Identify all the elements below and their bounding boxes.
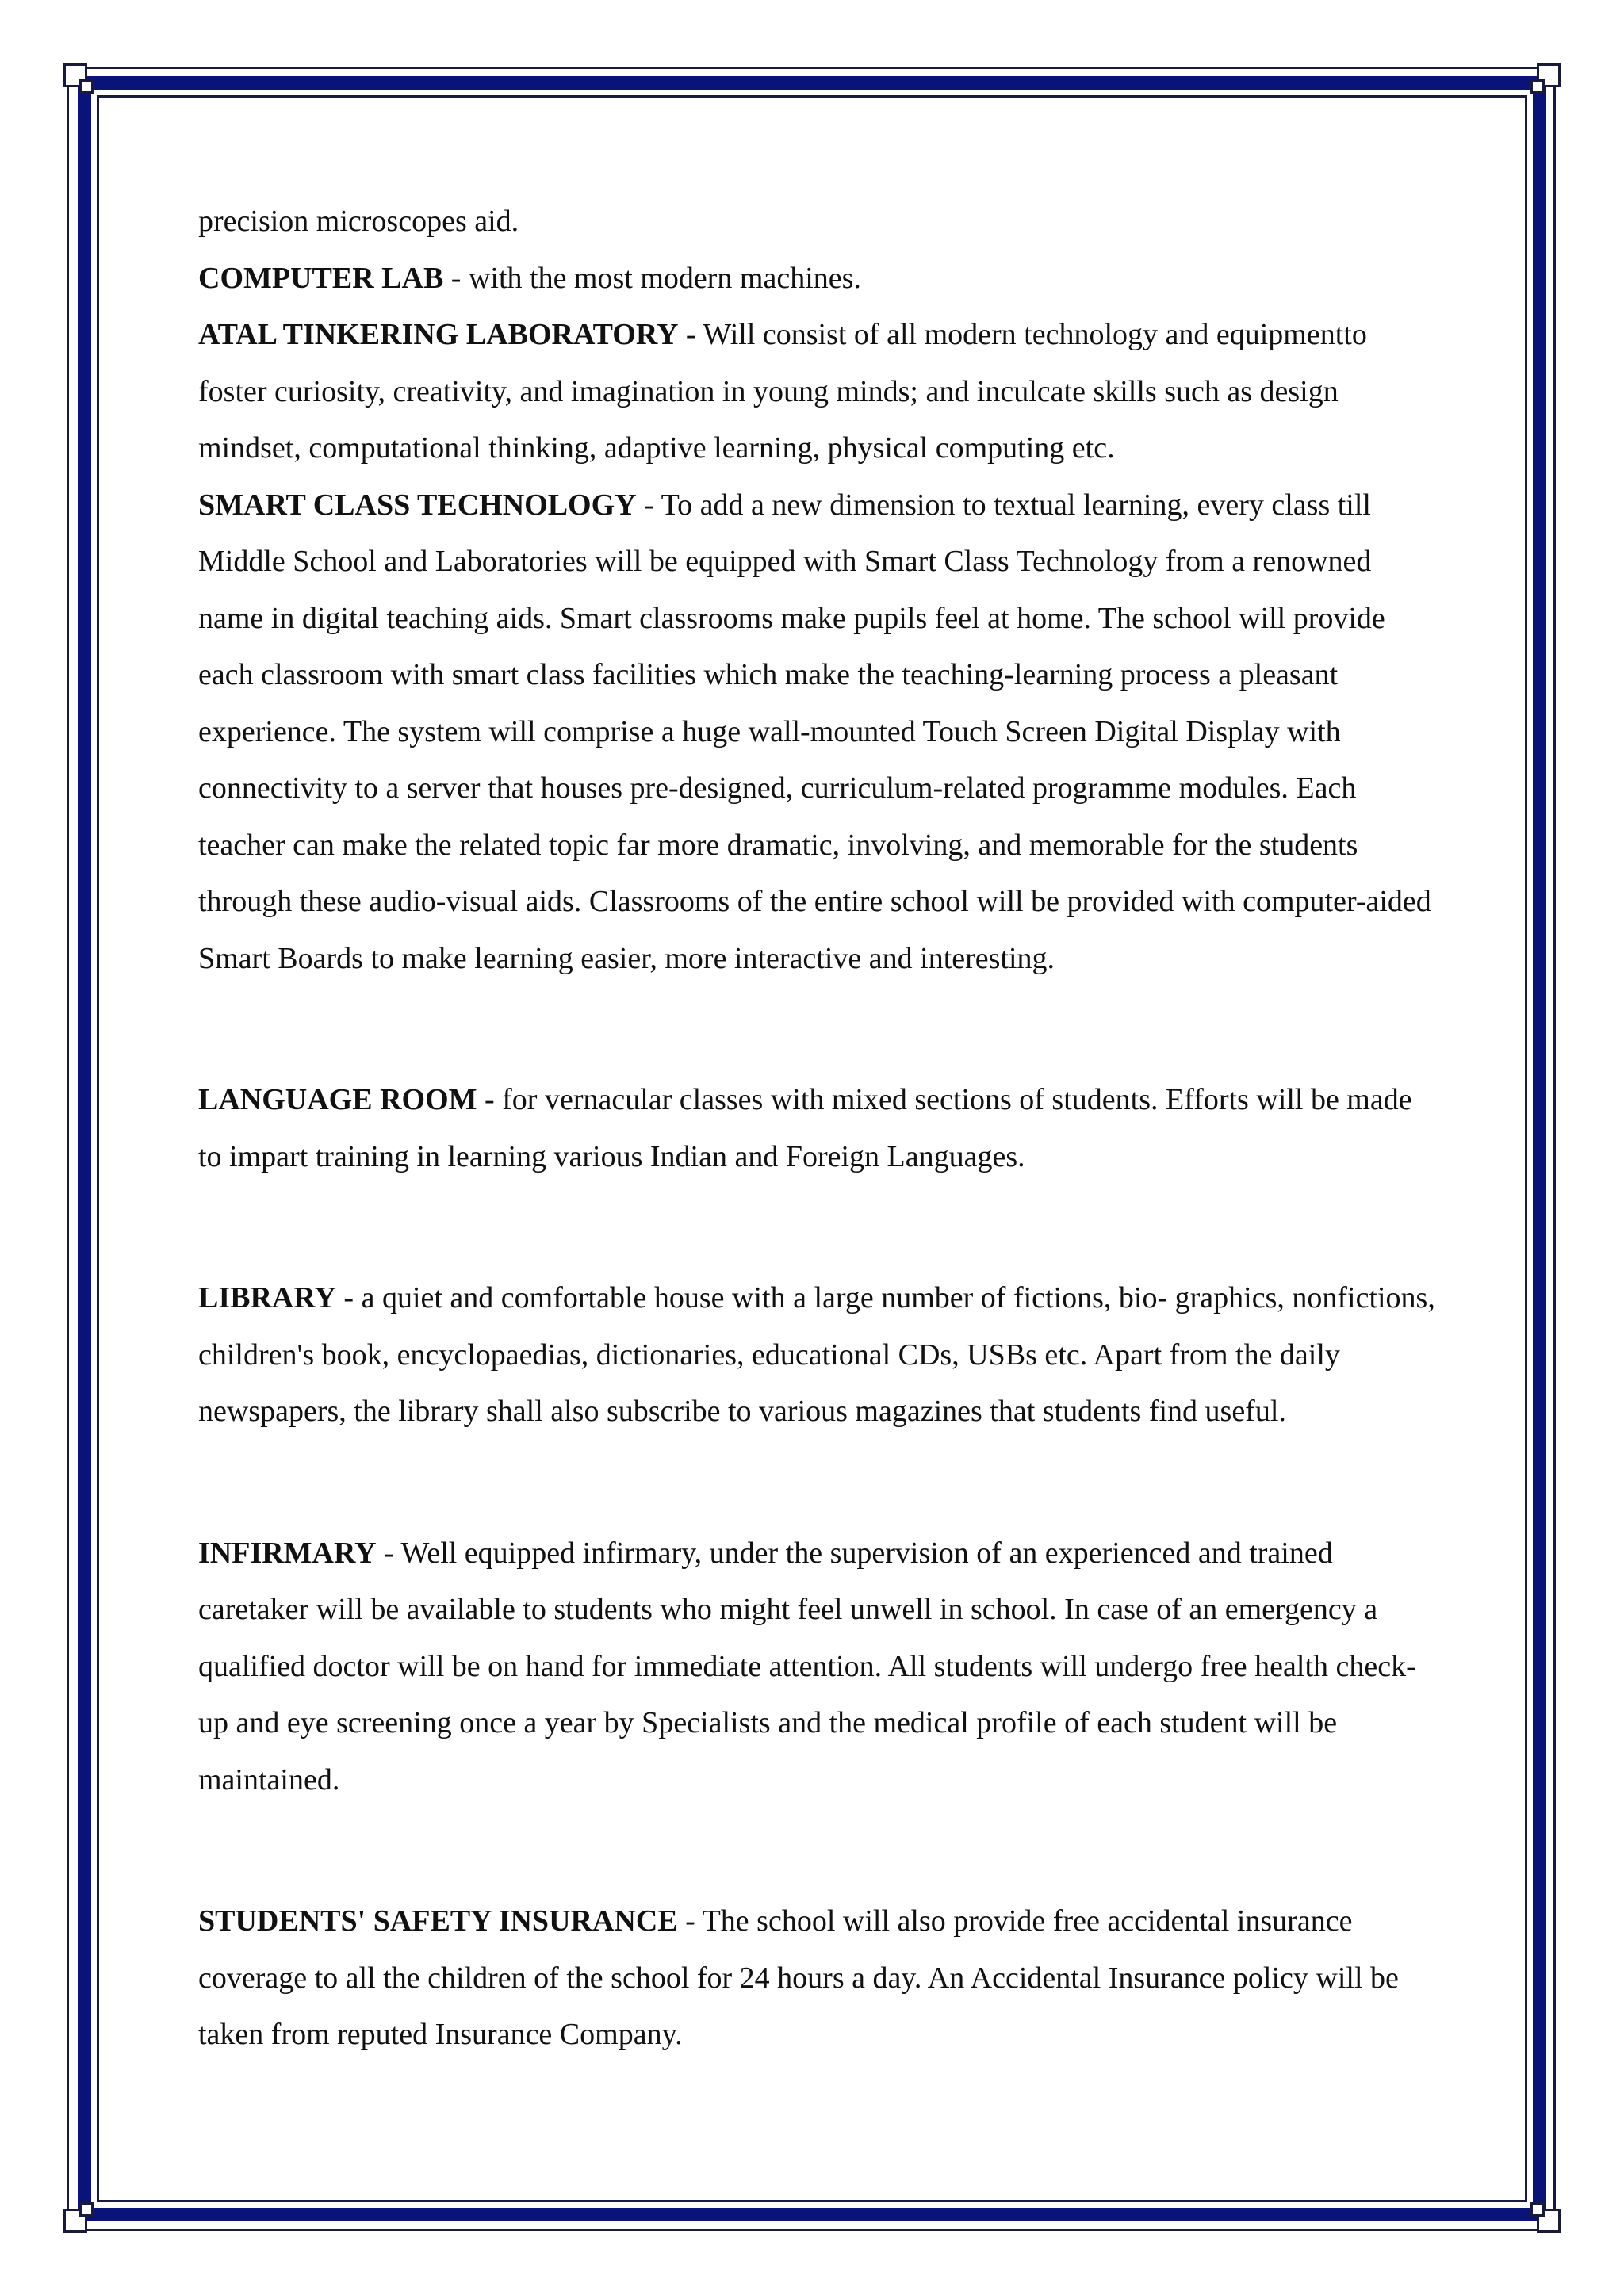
paragraph-text: with the most modern machines. [468,261,861,295]
paragraph-spacer [198,1185,1435,1270]
paragraph-smart-class [198,477,1435,988]
section-heading-safety-insurance: STUDENTS' SAFETY INSURANCE [198,1904,678,1938]
section-heading-infirmary: INFIRMARY [198,1536,377,1570]
paragraph-text: for vernacular classes with mixed sections of students. Efforts will be made to impart training in learning various Indian and Foreign Languages. [198,1083,1412,1173]
paragraph-spacer [198,987,1435,1072]
separator: - [335,1281,362,1314]
border-corner-ornament-bottom-left [63,2198,98,2233]
border-corner-ornament-top-left [63,63,98,98]
separator: - [477,1083,503,1116]
border-corner-ornament-top-right [1526,63,1561,98]
separator: - [678,318,703,351]
section-heading-library: LIBRARY [198,1281,336,1314]
paragraph-infirmary [198,1525,1435,1809]
separator: - [636,488,661,522]
paragraph-microscopes [198,193,1435,251]
paragraph-text: a quiet and comfortable house with a large number of fictions, bio- graphics, nonfictions, children's book, encyclopaedias, dictionaries, educational CDs, USBs etc. Apart from the daily newspapers, the library shall also subscribe to various magazines that students find useful. [198,1281,1435,1428]
paragraph-safety-insurance [198,1893,1435,2064]
paragraph-text: Will consist of all modern technology and equipmentto foster curiosity, creativity, and imagination in young minds; and inculcate skills such as design mindset, computational thinking, adaptive learning, physical computing etc. [198,318,1367,465]
separator: - [677,1904,703,1938]
separator: - [376,1536,401,1570]
border-corner-ornament-bottom-right [1526,2198,1561,2233]
section-heading-language-room: LANGUAGE ROOM [198,1083,477,1116]
separator: - [443,261,469,295]
section-heading-atal-tinkering-lab: ATAL TINKERING LABORATORY [198,318,679,351]
document-body [198,193,1435,2064]
paragraph-spacer [198,1808,1435,1893]
section-heading-smart-class: SMART CLASS TECHNOLOGY [198,488,637,522]
paragraph-library [198,1270,1435,1441]
paragraph-text: Well equipped infirmary, under the supervision of an experienced and trained caretaker will be available to students who might feel unwell in school. In case of an emergency a qualified doctor will be on hand for immediate attention. All students will undergo free health check-up and eye screening once a year by Specialists and the medical profile of each student will be maintained. [198,1536,1416,1797]
paragraph-computer-lab [198,251,1435,308]
section-heading-computer-lab: COMPUTER LAB [198,261,444,295]
paragraph-text: precision microscopes aid. [198,205,519,238]
paragraph-language-room [198,1072,1435,1185]
paragraph-text: To add a new dimension to textual learning, every class till Middle School and Laboratories will be equipped with Smart Class Technology from a renowned name in digital teaching aids. Smart classrooms make pupils feel at home. The school will provide each classroom with smart class facilities which make the teaching-learning process a pleasant experience. The system will comprise a huge wall-mounted Touch Screen Digital Display with connectivity to a server that houses pre-designed, curriculum-related programme modules. Each teacher can make the related topic far more dramatic, involving, and memorable for the students through these audio-visual aids. Classrooms of the entire school will be provided with computer-aided Smart Boards to make learning easier, more interactive and interesting. [198,488,1431,975]
paragraph-atal-tinkering-lab [198,307,1435,477]
paragraph-text: The school will also provide free accidental insurance coverage to all the children of the school for 24 hours a day. An Accidental Insurance policy will be taken from reputed Insurance Company. [198,1904,1399,2051]
paragraph-spacer [198,1441,1435,1525]
